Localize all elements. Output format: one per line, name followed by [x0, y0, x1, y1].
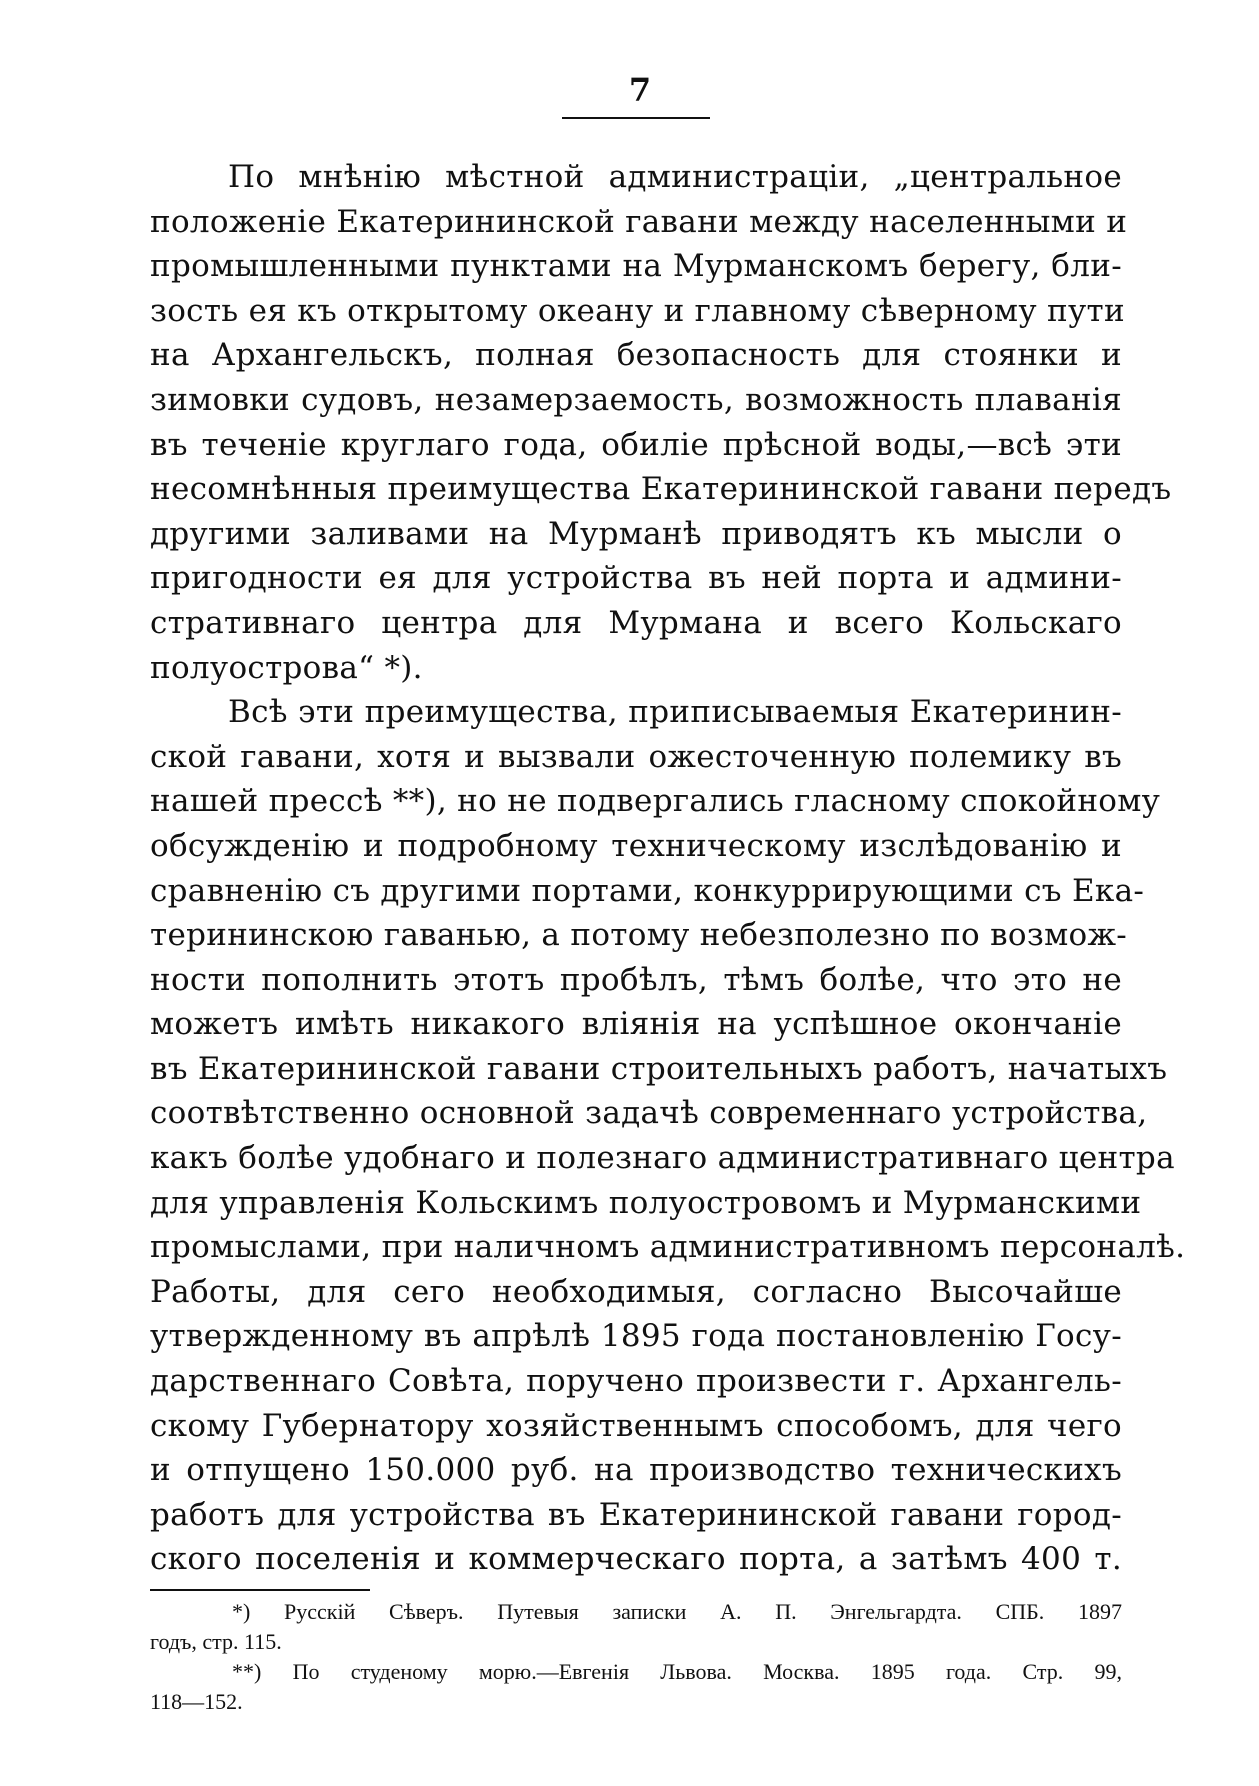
page-number: 7 [628, 71, 652, 109]
text-line: соотвѣтственно основной задачѣ современнаго устройства, [150, 1095, 1148, 1132]
text-line: другими заливами на Мурманѣ приводятъ къ мысли о [150, 515, 1122, 552]
footnotes [150, 1597, 1122, 1717]
text-line: стративнаго центра для Мурмана и всего Кольскаго [150, 604, 1122, 641]
text-line: утвержденному въ апрѣлѣ 1895 года постановленію Госу- [150, 1318, 1122, 1355]
text-line: сравненію съ другими портами, конкуррирующими съ Ека- [150, 872, 1145, 909]
text-line: положеніе Екатерининской гавани между населенными и [150, 203, 1128, 240]
footnote-rule [150, 1589, 370, 1591]
text-line: Всѣ эти преимущества, приписываемыя Екатеринин- [228, 694, 1122, 731]
text-line: По мнѣнію мѣстной администраціи, „центральное [228, 159, 1122, 195]
text-line: несомнѣнныя преимущества Екатерининской гавани передъ [150, 471, 1172, 508]
text-line: для управленія Кольскимъ полуостровомъ и Мурманскими [150, 1184, 1142, 1221]
text-line: можетъ имѣть никакого вліянія на успѣшное окончаніе [150, 1006, 1122, 1043]
text-line: и отпущено 150.000 руб. на производство техническихъ [150, 1452, 1122, 1489]
text-line: полуострова“ *). [150, 649, 423, 686]
page-number-rule [562, 117, 710, 119]
text-line: ности пополнить этотъ пробѣлъ, тѣмъ болѣе, что это не [150, 961, 1122, 998]
text-line: скому Губернатору хозяйственнымъ способомъ, для чего [150, 1407, 1122, 1444]
footnote-line: **) По студеному морю.—Евгенія Львова. Москва. 1895 года. Стр. 99, [232, 1659, 1122, 1684]
main-text [150, 155, 1186, 1582]
text-line: какъ болѣе удобнаго и полезнаго административнаго центра [150, 1140, 1175, 1177]
footnote-line: 118—152. [150, 1689, 243, 1714]
text-line: на Архангельскъ, полная безопасность для стоянки и [150, 337, 1122, 374]
text-line: Работы, для сего необходимыя, согласно Высочайше [150, 1273, 1122, 1310]
text-line: обсужденію и подробному техническому изслѣдованію и [150, 827, 1122, 864]
text-line: въ Екатерининской гавани строительныхъ работъ, начатыхъ [150, 1050, 1168, 1087]
text-line: пригодности ея для устройства въ ней порта и админи- [150, 560, 1122, 597]
text-line: зимовки судовъ, незамерзаемость, возможность плаванія [150, 381, 1122, 418]
footnote-line: годъ, стр. 115. [150, 1629, 282, 1654]
text-line: промыслами, при наличномъ административномъ персоналѣ. [150, 1229, 1186, 1266]
text-line: въ теченіе круглаго года, обиліе прѣсной воды,—всѣ эти [150, 426, 1122, 463]
text-line: работъ для устройства въ Екатерининской гавани город- [150, 1496, 1122, 1533]
text-line: терининскою гаванью, а потому небезполезно по возмож- [150, 917, 1128, 954]
footnote-line: *) Русскій Сѣверъ. Путевыя записки А. П. Энгельгардта. СПБ. 1897 [232, 1599, 1122, 1624]
text-line: нашей прессѣ **), но не подвергались гласному спокойному [150, 783, 1161, 820]
text-line: промышленными пунктами на Мурманскомъ берегу, бли- [150, 248, 1122, 285]
text-line: ского поселенія и коммерческаго порта, а затѣмъ 400 т. [150, 1541, 1122, 1578]
text-line: зость ея къ открытому океану и главному сѣверному пути [150, 292, 1125, 329]
text-line: ской гавани, хотя и вызвали ожесточенную полемику въ [150, 738, 1122, 775]
text-line: дарственнаго Совѣта, поручено произвести г. Архангель- [150, 1363, 1122, 1400]
